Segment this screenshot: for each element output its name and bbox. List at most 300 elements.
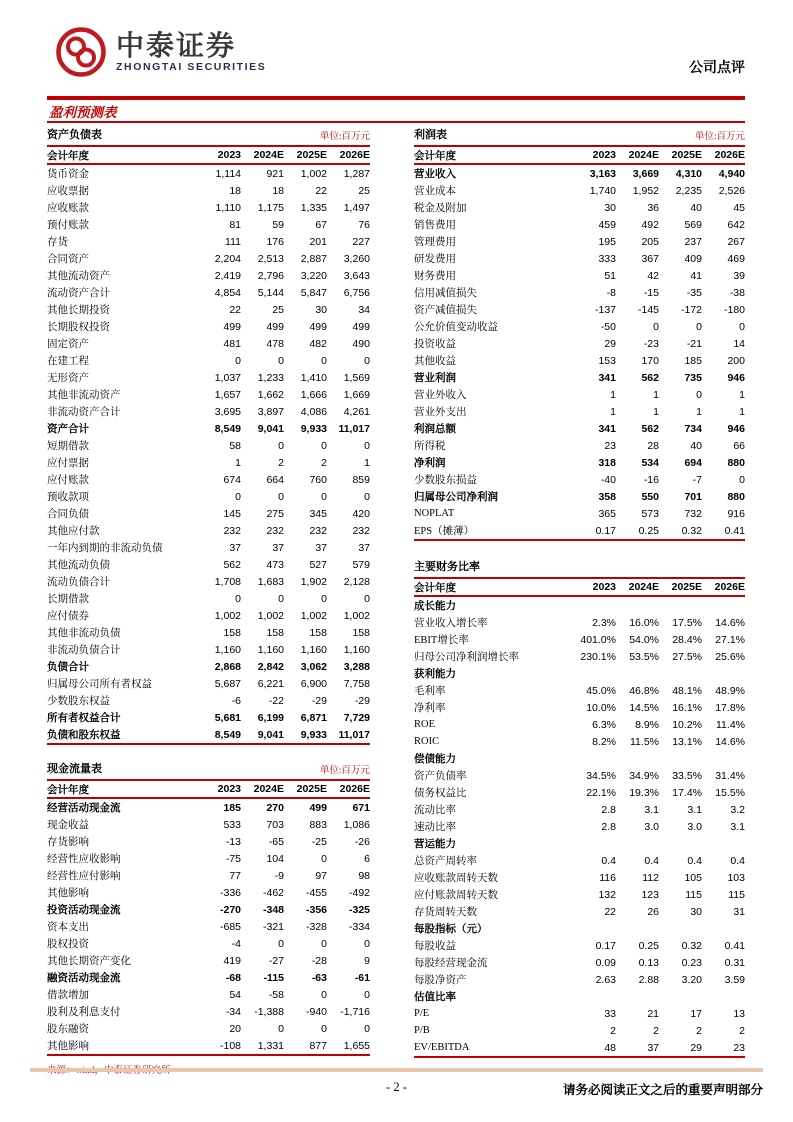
cell-value: 11,017 <box>338 422 370 435</box>
cell-value: 176 <box>266 235 284 248</box>
year-header: 2023 <box>592 581 616 593</box>
row-label: 其他非流动负债 <box>47 628 121 639</box>
cell-value: 1,902 <box>300 575 327 588</box>
cell-value: 1,160 <box>257 643 284 656</box>
cell-value: 0.17 <box>595 524 616 537</box>
row-label: 管理费用 <box>414 237 456 248</box>
table-row <box>414 614 745 631</box>
row-label: 获利能力 <box>414 669 456 680</box>
row-label: 无形资产 <box>47 373 89 384</box>
cell-value: 2.8 <box>601 820 616 833</box>
cell-value: 28.4% <box>672 633 702 646</box>
cell-value: 1,657 <box>214 388 241 401</box>
year-header: 2023 <box>217 783 241 795</box>
table-row <box>414 403 745 420</box>
tables-area <box>47 126 745 1091</box>
cell-value: 16.1% <box>672 701 702 714</box>
cell-value: 33 <box>604 1007 616 1020</box>
cell-value: 33.5% <box>672 769 702 782</box>
table-row <box>47 284 370 301</box>
cell-value: 2.8 <box>601 803 616 816</box>
table-row <box>47 471 370 488</box>
table-row <box>414 369 745 386</box>
cell-value: 3,062 <box>300 660 327 673</box>
cell-value: 482 <box>309 337 327 350</box>
cell-value: 153 <box>598 354 616 367</box>
cell-value: 1,086 <box>343 818 370 831</box>
cell-value: 18 <box>229 184 241 197</box>
cell-value: 45 <box>733 201 745 214</box>
table-body <box>47 781 370 1056</box>
cell-value: 6 <box>364 852 370 865</box>
row-label: 净利率 <box>414 703 446 714</box>
row-label: P/B <box>414 1025 430 1036</box>
row-label: 所有者权益合计 <box>47 713 121 724</box>
cell-value: 341 <box>598 422 616 435</box>
cell-value: 2 <box>610 1024 616 1037</box>
row-label: 每股收益 <box>414 941 456 952</box>
row-label: 资产负债率 <box>414 771 467 782</box>
table-row <box>47 833 370 850</box>
cell-value: -492 <box>348 886 370 899</box>
cell-value: 0 <box>696 320 702 333</box>
cell-value: 8,549 <box>214 728 241 741</box>
table-row <box>414 267 745 284</box>
cell-value: 921 <box>266 167 284 180</box>
row-label: 经营性应付影响 <box>47 871 121 882</box>
table-row <box>414 903 745 920</box>
table-title: 利润表 <box>414 129 447 141</box>
cell-value: 1,160 <box>300 643 327 656</box>
row-label: 少数股东权益 <box>47 696 110 707</box>
cell-value: 103 <box>727 871 745 884</box>
cell-value: 2 <box>739 1024 745 1037</box>
cell-value: 2,235 <box>675 184 702 197</box>
cell-value: 0 <box>364 439 370 452</box>
cell-value: 478 <box>266 337 284 350</box>
cell-value: 200 <box>727 354 745 367</box>
cell-value: -137 <box>594 303 616 316</box>
cell-value: 10.2% <box>672 718 702 731</box>
row-label: 投资收益 <box>414 339 456 350</box>
cell-value: 1,175 <box>257 201 284 214</box>
row-label: 负债和股东权益 <box>47 730 121 741</box>
cell-value: 158 <box>266 626 284 639</box>
cell-value: 1,114 <box>215 167 241 180</box>
cell-value: 1,233 <box>257 371 284 384</box>
year-header: 2026E <box>339 783 370 795</box>
table-row <box>47 624 370 641</box>
table-row <box>47 573 370 590</box>
cell-value: -348 <box>262 903 284 916</box>
cell-value: -940 <box>305 1005 327 1018</box>
table-row <box>414 471 745 488</box>
row-label: 流动负债合计 <box>47 577 110 588</box>
title-red-rule <box>47 121 745 123</box>
cell-value: 25.6% <box>715 650 745 663</box>
table-row <box>414 886 745 903</box>
table-row <box>47 867 370 884</box>
table-header-row <box>414 579 745 597</box>
year-header: 2024E <box>253 149 284 161</box>
row-label: ROE <box>414 719 435 730</box>
cell-value: 0 <box>364 592 370 605</box>
table-row <box>414 199 745 216</box>
cell-value: 27.1% <box>715 633 745 646</box>
year-header: 2026E <box>714 581 745 593</box>
cell-value: 0.25 <box>638 939 659 952</box>
cell-value: 1 <box>364 456 370 469</box>
row-label: 所得税 <box>414 441 446 452</box>
cell-value: 1 <box>653 388 659 401</box>
cell-value: 2 <box>278 456 284 469</box>
cell-value: -50 <box>600 320 616 333</box>
cell-value: 98 <box>358 869 370 882</box>
row-label: 营业外支出 <box>414 407 467 418</box>
cell-value: 409 <box>684 252 702 265</box>
cell-value: 145 <box>223 507 241 520</box>
cell-value: 0 <box>278 354 284 367</box>
cell-value: 275 <box>266 507 284 520</box>
report-type-label: 公司点评 <box>689 61 745 76</box>
cell-value: 3,669 <box>632 167 659 180</box>
cell-value: 0 <box>321 354 327 367</box>
row-label: 应收票据 <box>47 186 89 197</box>
row-label: 长期借款 <box>47 594 89 605</box>
cell-value: 4,086 <box>300 405 327 418</box>
cell-value: 205 <box>641 235 659 248</box>
table-row <box>414 716 745 733</box>
cell-value: 22 <box>315 184 327 197</box>
cell-value: -9 <box>274 869 284 882</box>
cell-value: 946 <box>727 422 745 435</box>
cell-value: 345 <box>309 507 327 520</box>
table-row <box>47 952 370 969</box>
cell-value: 0 <box>321 937 327 950</box>
cell-value: 3.20 <box>681 973 702 986</box>
table-row <box>47 799 370 816</box>
unit-label: 单位:百万元 <box>319 132 370 142</box>
row-label: 股权投资 <box>47 939 89 950</box>
cell-value: 318 <box>598 456 616 469</box>
cell-value: 642 <box>727 218 745 231</box>
cell-value: -61 <box>354 971 370 984</box>
cell-value: 341 <box>598 371 616 384</box>
cell-value: 0 <box>278 490 284 503</box>
cell-value: 0.25 <box>638 524 659 537</box>
cell-value: 527 <box>309 558 327 571</box>
cell-value: -145 <box>637 303 659 316</box>
row-label: 应付账款 <box>47 475 89 486</box>
row-label: 投资活动现金流 <box>47 905 121 916</box>
cell-value: 1,569 <box>343 371 370 384</box>
cell-value: 232 <box>352 524 370 537</box>
year-header: 2024E <box>253 783 284 795</box>
table-row <box>414 182 745 199</box>
cell-value: 2 <box>653 1024 659 1037</box>
table-row <box>47 816 370 833</box>
table-row <box>47 1037 370 1054</box>
cell-value: 1,160 <box>343 643 370 656</box>
cell-value: 25 <box>272 303 284 316</box>
cell-value: 36 <box>647 201 659 214</box>
zhongtai-logo-icon <box>55 26 107 78</box>
cell-value: -455 <box>305 886 327 899</box>
row-label: 营业外收入 <box>414 390 467 401</box>
table-row <box>47 986 370 1003</box>
table-row <box>414 733 745 750</box>
cell-value: 9,041 <box>257 728 284 741</box>
cell-value: 562 <box>223 558 241 571</box>
cell-value: 0 <box>321 852 327 865</box>
cell-value: 0.23 <box>681 956 702 969</box>
table-row <box>414 216 745 233</box>
row-label: 债务权益比 <box>414 788 467 799</box>
row-label: P/E <box>414 1008 430 1019</box>
row-label: 其他非流动资产 <box>47 390 121 401</box>
cell-value: 3,643 <box>343 269 370 282</box>
cell-value: 34.9% <box>629 769 659 782</box>
row-label: 融资活动现金流 <box>47 973 121 984</box>
cell-value: 1,002 <box>343 609 370 622</box>
table-row <box>47 216 370 233</box>
fiscal-year-label: 会计年度 <box>414 150 456 162</box>
cell-value: -336 <box>219 886 241 899</box>
cell-value: 1 <box>739 388 745 401</box>
table-row <box>47 901 370 918</box>
table-row <box>47 454 370 471</box>
cell-value: 81 <box>229 218 241 231</box>
cell-value: -26 <box>354 835 370 848</box>
table-row <box>414 454 745 471</box>
table-title-row <box>47 126 370 147</box>
cell-value: 0.32 <box>681 524 702 537</box>
cell-value: 1 <box>739 405 745 418</box>
table-row <box>414 233 745 250</box>
cell-value: 2,887 <box>300 252 327 265</box>
cell-value: 9,041 <box>257 422 284 435</box>
cell-value: 1,110 <box>215 201 241 214</box>
row-label: 流动资产合计 <box>47 288 110 299</box>
row-label: 归属母公司净利润 <box>414 492 498 503</box>
row-label: 负债合计 <box>47 662 89 673</box>
cell-value: 5,144 <box>257 286 284 299</box>
cell-value: 8,549 <box>214 422 241 435</box>
row-label: 股东融资 <box>47 1024 89 1035</box>
cell-value: 703 <box>266 818 284 831</box>
cell-value: 1 <box>610 405 616 418</box>
cell-value: 2,128 <box>343 575 370 588</box>
cell-value: 0 <box>321 439 327 452</box>
table-row <box>47 850 370 867</box>
cell-value: 4,854 <box>214 286 241 299</box>
cell-value: 1,002 <box>300 167 327 180</box>
table-title-row <box>47 760 370 781</box>
cell-value: 3.0 <box>644 820 659 833</box>
cell-value: 31 <box>733 905 745 918</box>
table-row <box>47 250 370 267</box>
table-row <box>47 709 370 726</box>
table-header-row <box>414 147 745 165</box>
cell-value: 1,002 <box>300 609 327 622</box>
logo-text <box>116 31 266 72</box>
cell-value: 11.4% <box>716 718 745 731</box>
table-row <box>47 505 370 522</box>
cell-value: -1,388 <box>254 1005 284 1018</box>
cell-value: 14.5% <box>629 701 659 714</box>
cell-value: 1,708 <box>214 575 241 588</box>
cell-value: 48.1% <box>672 684 702 697</box>
cell-value: -270 <box>219 903 241 916</box>
cell-value: 232 <box>266 524 284 537</box>
cell-value: -15 <box>643 286 659 299</box>
cell-value: -29 <box>311 694 327 707</box>
cell-value: 701 <box>684 490 702 503</box>
cell-value: -321 <box>262 920 284 933</box>
cell-value: 1,952 <box>632 184 659 197</box>
cell-value: 54 <box>229 988 241 1001</box>
table-row <box>414 437 745 454</box>
row-label: 应收账款周转天数 <box>414 873 498 884</box>
cell-value: 0 <box>739 473 745 486</box>
cell-value: -4 <box>231 937 241 950</box>
table-row <box>414 818 745 835</box>
table-row <box>414 801 745 818</box>
cell-value: 132 <box>598 888 616 901</box>
row-label: 公允价值变动收益 <box>414 322 498 333</box>
cell-value: 534 <box>641 456 659 469</box>
cell-value: 0 <box>235 592 241 605</box>
fiscal-year-label: 会计年度 <box>47 150 89 162</box>
cell-value: -27 <box>268 954 284 967</box>
cell-value: 6,199 <box>257 711 284 724</box>
row-label: 一年内到期的非流动负债 <box>47 543 163 554</box>
cell-value: 29 <box>604 337 616 350</box>
section-row <box>414 988 745 1005</box>
cell-value: 1,662 <box>257 388 284 401</box>
cell-value: 3.1 <box>644 803 659 816</box>
cell-value: 499 <box>309 320 327 333</box>
table-row <box>414 648 745 665</box>
cell-value: 37 <box>647 1041 659 1054</box>
row-label: 现金收益 <box>47 820 89 831</box>
table-row <box>47 935 370 952</box>
row-label: 经营性应收影响 <box>47 854 121 865</box>
cell-value: 123 <box>641 888 659 901</box>
cell-value: 58 <box>229 439 241 452</box>
table-row <box>47 884 370 901</box>
cell-value: 40 <box>690 439 702 452</box>
table-row <box>414 318 745 335</box>
table-title: 资产负债表 <box>47 129 102 141</box>
cell-value: 77 <box>229 869 241 882</box>
cell-value: 4,261 <box>343 405 370 418</box>
table-row <box>414 420 745 437</box>
cell-value: 51 <box>604 269 616 282</box>
year-header: 2024E <box>628 149 659 161</box>
cell-value: 0.41 <box>724 524 745 537</box>
row-label: NOPLAT <box>414 508 455 519</box>
cell-value: 732 <box>684 507 702 520</box>
cell-value: 29 <box>690 1041 702 1054</box>
year-header: 2026E <box>714 149 745 161</box>
cell-value: 48 <box>604 1041 616 1054</box>
cell-value: 40 <box>690 201 702 214</box>
footer-divider <box>30 1068 763 1072</box>
row-label: 营业利润 <box>414 373 456 384</box>
cell-value: 760 <box>309 473 327 486</box>
cell-value: 1,002 <box>257 609 284 622</box>
cell-value: 34.5% <box>586 769 616 782</box>
table-row <box>414 767 745 784</box>
cell-value: 0 <box>364 1022 370 1035</box>
cell-value: 473 <box>266 558 284 571</box>
cell-value: -8 <box>606 286 616 299</box>
cell-value: 0.13 <box>638 956 659 969</box>
cell-value: -325 <box>348 903 370 916</box>
cell-value: 227 <box>352 235 370 248</box>
footer-disclaimer: 请务必阅读正文之后的重要声明部分 <box>562 1083 763 1097</box>
cell-value: 27.5% <box>672 650 702 663</box>
row-label: 资本支出 <box>47 922 89 933</box>
cell-value: 0.31 <box>724 956 745 969</box>
row-label: 预付账款 <box>47 220 89 231</box>
table-row <box>414 335 745 352</box>
row-label: 其他流动负债 <box>47 560 110 571</box>
table-row <box>47 1003 370 1020</box>
cell-value: 9,933 <box>300 728 327 741</box>
table-row <box>414 505 745 522</box>
cell-value: 3,163 <box>589 167 616 180</box>
cell-value: -34 <box>225 1005 241 1018</box>
cell-value: -35 <box>686 286 702 299</box>
row-label: 应付账款周转天数 <box>414 890 498 901</box>
cell-value: 1,410 <box>300 371 327 384</box>
row-label: 应付债券 <box>47 611 89 622</box>
row-label: 资产合计 <box>47 424 89 435</box>
cell-value: 5,687 <box>214 677 241 690</box>
table-row <box>47 182 370 199</box>
cell-value: 19.3% <box>629 786 659 799</box>
cell-value: 116 <box>599 871 616 884</box>
row-label: 总资产周转率 <box>414 856 477 867</box>
row-label: 研发费用 <box>414 254 456 265</box>
cell-value: -180 <box>723 303 745 316</box>
year-header: 2023 <box>217 149 241 161</box>
cell-value: 37 <box>229 541 241 554</box>
cell-value: 37 <box>315 541 327 554</box>
cell-value: 22 <box>604 905 616 918</box>
table-row <box>47 199 370 216</box>
cell-value: -685 <box>219 920 241 933</box>
cell-value: 0 <box>739 320 745 333</box>
row-label: 合同资产 <box>47 254 89 265</box>
cell-value: 883 <box>309 818 327 831</box>
row-label: 存货影响 <box>47 837 89 848</box>
cell-value: -63 <box>311 971 327 984</box>
left-column <box>47 126 370 1091</box>
balance-sheet-table <box>47 126 370 745</box>
cell-value: 6.3% <box>592 718 616 731</box>
table-row <box>47 301 370 318</box>
row-label: 流动比率 <box>414 805 456 816</box>
cell-value: 877 <box>309 1039 327 1052</box>
cell-value: 2,796 <box>257 269 284 282</box>
unit-label: 单位:百万元 <box>694 132 745 142</box>
row-label: 每股指标（元） <box>414 924 488 935</box>
table-body <box>414 147 745 541</box>
row-label: 估值比率 <box>414 992 456 1003</box>
